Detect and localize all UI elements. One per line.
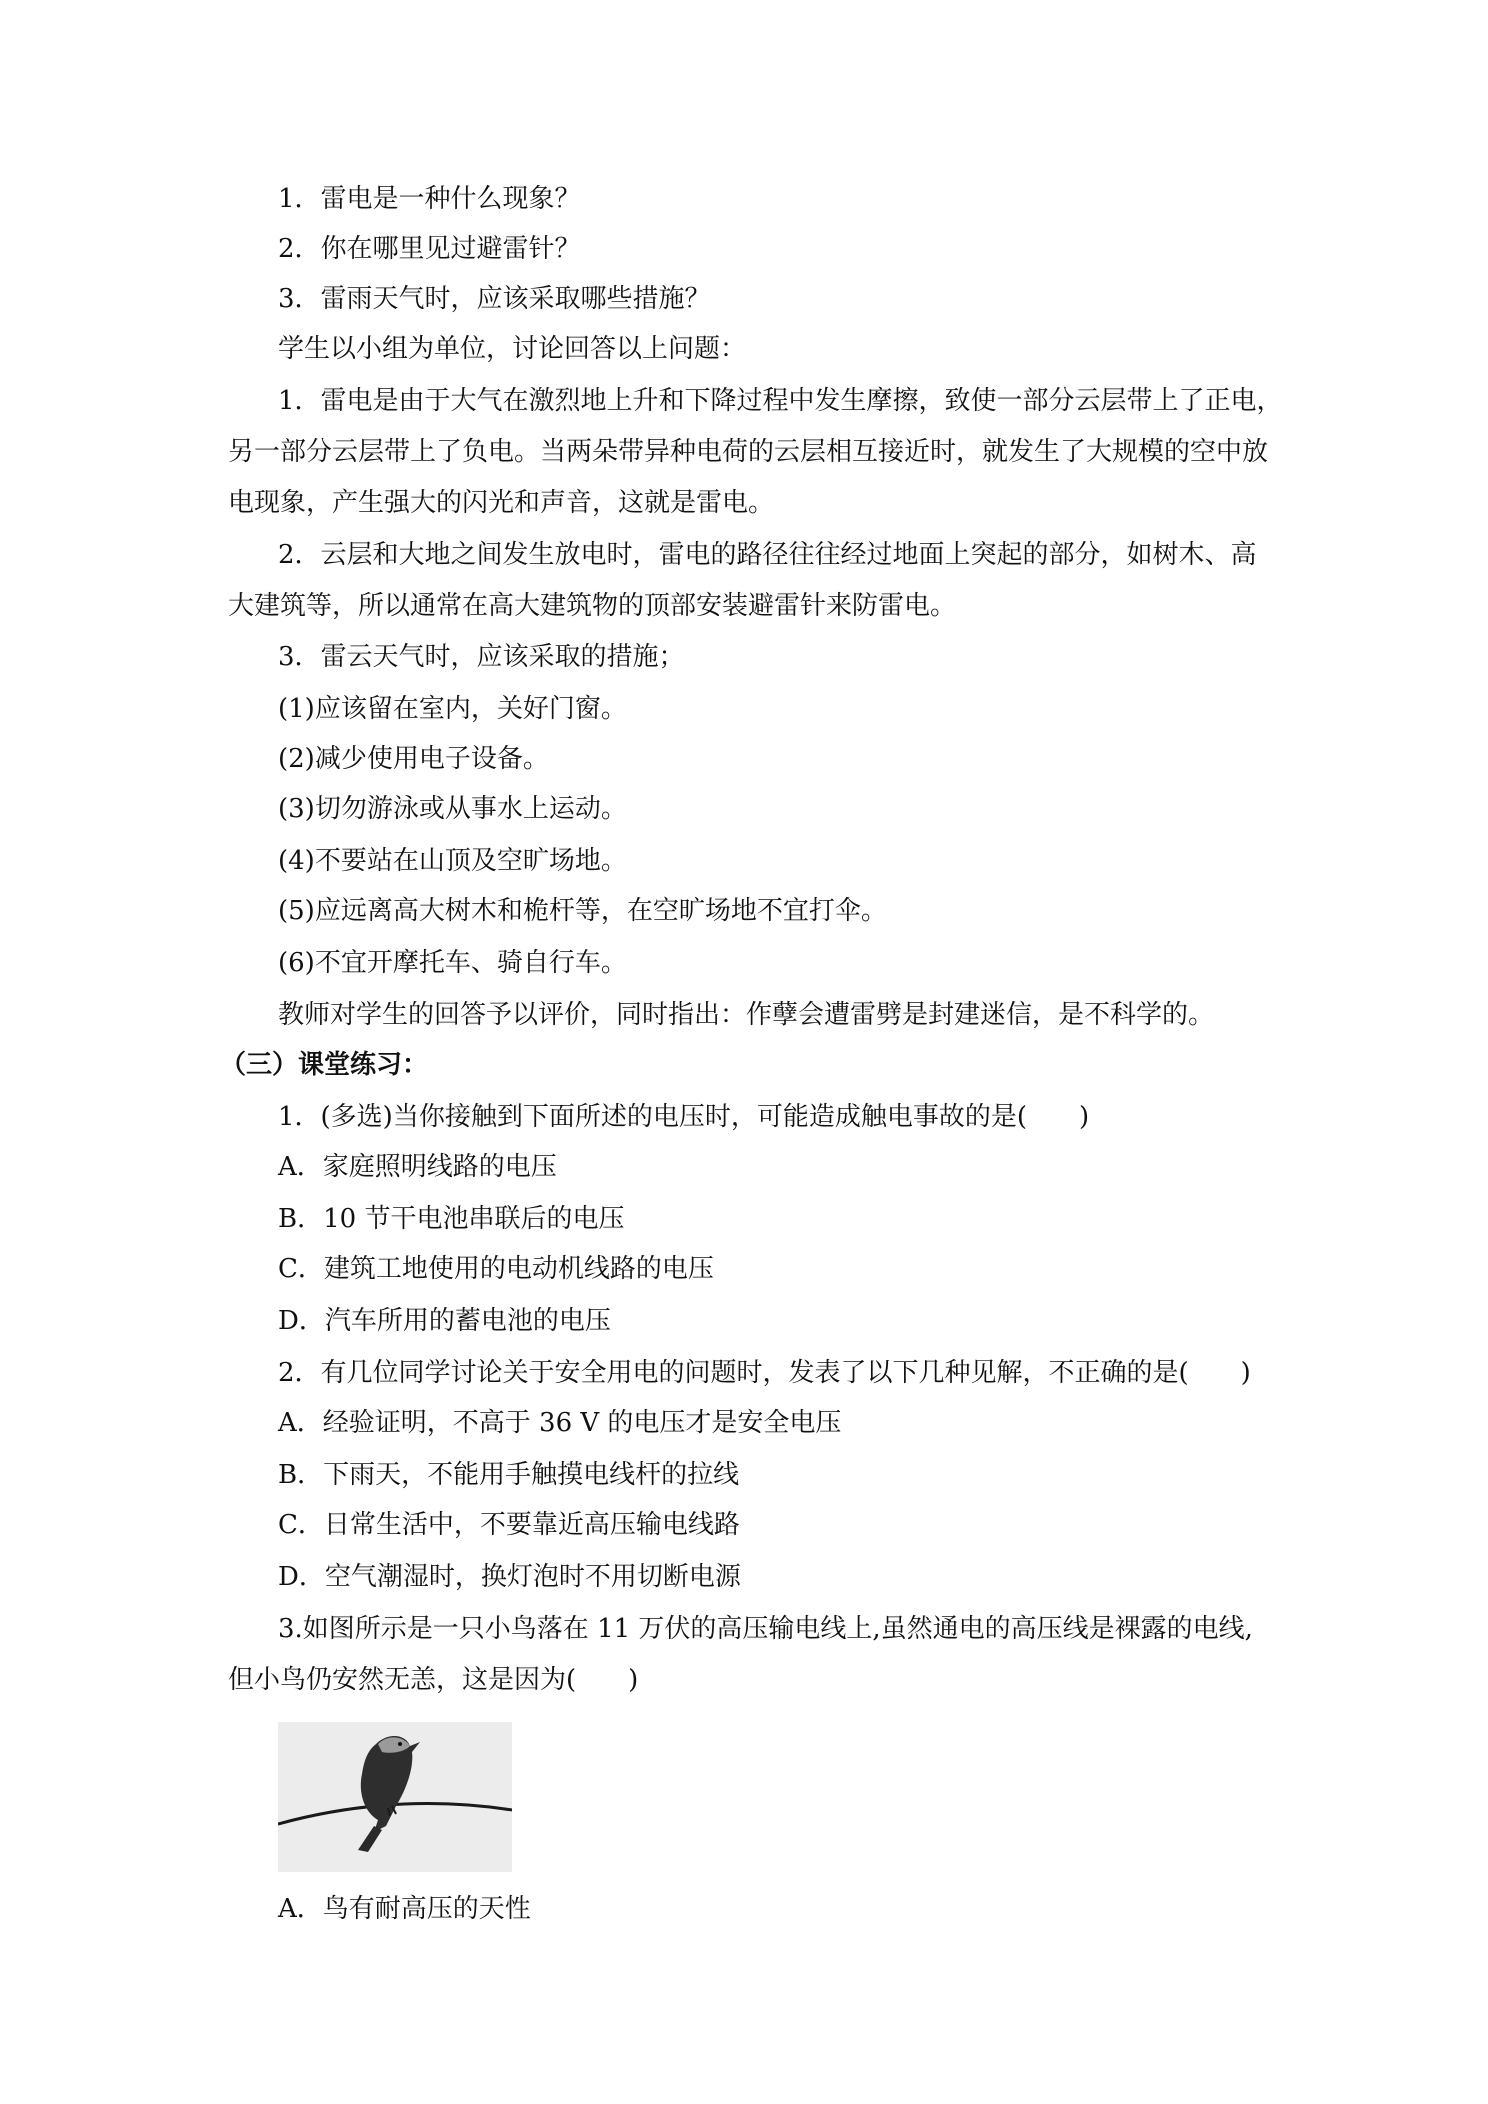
intro-question-2: 2．你在哪里见过避雷针？ — [278, 234, 581, 264]
bird-on-wire-illustration — [278, 1722, 512, 1872]
intro-question-3: 3．雷雨天气时，应该采取哪些措施？ — [278, 284, 711, 314]
answer-2-line-1: 2．云层和大地之间发生放电时，雷电的路径往往经过地面上突起的部分，如树木、高 — [278, 540, 1257, 570]
question-1-option-d: D．汽车所用的蓄电池的电压 — [278, 1306, 611, 1336]
measure-5: (5)应远离高大树木和桅杆等，在空旷场地不宜打伞。 — [278, 896, 887, 926]
question-2-stem: 2．有几位同学讨论关于安全用电的问题时，发表了以下几种见解，不正确的是( ) — [278, 1358, 1251, 1388]
measure-6: (6)不宜开摩托车、骑自行车。 — [278, 948, 627, 978]
question-3-option-a: A．鸟有耐高压的天性 — [278, 1894, 531, 1924]
discussion-prompt: 学生以小组为单位，讨论回答以上问题： — [278, 334, 747, 364]
teacher-note: 教师对学生的回答予以评价，同时指出：作孽会遭雷劈是封建迷信，是不科学的。 — [278, 1000, 1215, 1030]
measure-4: (4)不要站在山顶及空旷场地。 — [278, 846, 627, 876]
measure-3: (3)切勿游泳或从事水上运动。 — [278, 794, 627, 824]
measure-1: (1)应该留在室内，关好门窗。 — [278, 694, 627, 724]
bird-on-wire-photo — [278, 1722, 512, 1872]
section-heading: （三）课堂练习： — [220, 1050, 429, 1080]
question-2-option-b: B．下雨天，不能用手触摸电线杆的拉线 — [278, 1460, 740, 1490]
answer-1-line-1: 1．雷电是由于大气在激烈地上升和下降过程中发生摩擦，致使一部分云层带上了正电， — [278, 386, 1283, 416]
answer-3-title: 3．雷云天气时，应该采取的措施； — [278, 642, 685, 672]
measure-2: (2)减少使用电子设备。 — [278, 744, 549, 774]
question-3-stem-line-2: 但小鸟仍安然无恙，这是因为( ) — [228, 1665, 639, 1695]
question-2-option-a: A．经验证明，不高于 36 V 的电压才是安全电压 — [278, 1408, 842, 1438]
question-2-option-d: D．空气潮湿时，换灯泡时不用切断电源 — [278, 1562, 741, 1592]
answer-1-line-3: 电现象，产生强大的闪光和声音，这就是雷电。 — [228, 488, 775, 518]
question-1-option-a: A．家庭照明线路的电压 — [278, 1152, 557, 1182]
intro-question-1: 1．雷电是一种什么现象？ — [278, 184, 581, 214]
question-3-stem-line-1: 3.如图所示是一只小鸟落在 11 万伏的高压输电线上,虽然通电的高压线是裸露的电线, — [278, 1614, 1253, 1644]
question-1-option-c: C．建筑工地使用的电动机线路的电压 — [278, 1254, 714, 1284]
question-1-stem: 1．(多选)当你接触到下面所述的电压时，可能造成触电事故的是( ) — [278, 1102, 1090, 1132]
question-2-option-c: C．日常生活中，不要靠近高压输电线路 — [278, 1510, 740, 1540]
question-1-option-b: B．10 节干电池串联后的电压 — [278, 1204, 625, 1234]
answer-2-line-2: 大建筑等，所以通常在高大建筑物的顶部安装避雷针来防雷电。 — [228, 591, 957, 621]
answer-1-line-2: 另一部分云层带上了负电。当两朵带异种电荷的云层相互接近时，就发生了大规模的空中放 — [228, 437, 1269, 467]
